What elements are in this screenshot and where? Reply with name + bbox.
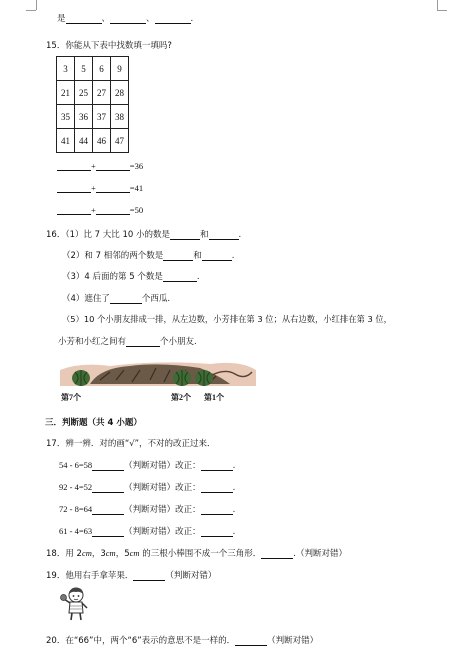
q19-line	[46, 569, 216, 581]
grid-cell: 46	[93, 129, 111, 153]
grid-cell: 9	[111, 57, 129, 81]
q14-blank-1[interactable]	[66, 14, 102, 24]
q17-judge-text: （判断对错）改正：	[124, 505, 201, 515]
section-3-title: 三．判断题（共 4 小题）	[45, 418, 142, 428]
q19-text: 19．他用右手拿苹果．	[46, 571, 134, 581]
grid-cell: 36	[75, 105, 93, 129]
q17-judge-text: （判断对错）改正：	[124, 483, 201, 493]
unit-cm: cm	[81, 548, 92, 558]
q17-equation: 92 - 4=52	[59, 482, 93, 492]
boy-body	[69, 602, 83, 613]
number-grid	[56, 56, 129, 153]
q18-judge: .（判断对错）	[293, 549, 347, 559]
q17-equation: 61 - 4=63	[59, 526, 93, 536]
q17-row	[59, 481, 235, 493]
q20-text: 20．在“66”中，两个“6”表示的意思不是一样的．	[46, 636, 236, 646]
corner-mark-left-h	[26, 10, 36, 11]
q16-p1-text: 16．（1）比 7 大比 10 小的数是	[46, 230, 171, 240]
q18-blank[interactable]	[261, 549, 293, 559]
corner-mark-right-h	[437, 10, 447, 11]
q15-eq2-result: =41	[129, 183, 144, 193]
q16-part-1	[46, 228, 241, 240]
grid-cell: 47	[111, 129, 129, 153]
q15-eq3-blank-a[interactable]	[57, 205, 91, 215]
q14-sep-1: 、	[101, 14, 111, 24]
q16-p4-blank[interactable]	[110, 294, 142, 304]
q20-blank[interactable]	[235, 636, 267, 646]
q15-eq1-blank-a[interactable]	[57, 161, 91, 171]
grid-row	[57, 81, 129, 105]
q17-judge-blank[interactable]	[92, 483, 124, 493]
corner-mark-right-v	[437, 0, 438, 10]
q16-part-5-line-2	[58, 335, 197, 347]
q17-correct-blank[interactable]	[201, 527, 233, 537]
q16-part-2	[62, 249, 234, 261]
q14-sep-2: 、	[146, 14, 155, 24]
q18-line	[46, 547, 347, 559]
q16-p5-end: 个小朋友.	[160, 337, 197, 347]
apple-icon	[61, 595, 67, 601]
unit-cm: cm	[129, 548, 140, 558]
grid-cell: 21	[57, 81, 75, 105]
q16-part-3	[62, 270, 200, 282]
q16-p3-end: .	[196, 272, 200, 282]
label-1st: 第1个	[204, 393, 224, 402]
q18-text-d: 的三根小棒围不成一个三角形．	[139, 549, 262, 559]
grid-cell: 27	[93, 81, 111, 105]
grid-row	[57, 129, 129, 153]
grid-cell: 35	[57, 105, 75, 129]
q15-eq3-result: =50	[129, 205, 144, 215]
q17-judge-blank[interactable]	[92, 527, 124, 537]
q16-p3-blank[interactable]	[163, 272, 197, 282]
q14-end: .	[190, 14, 194, 24]
q16-part-4	[62, 292, 170, 304]
boy-with-apple-illustration	[60, 586, 92, 622]
q17-judge-text: （判断对错）改正：	[124, 527, 201, 537]
q15-eq1-blank-b[interactable]	[96, 161, 130, 171]
q17-end: .	[232, 527, 236, 537]
grid-cell: 28	[111, 81, 129, 105]
plus-sign: +	[91, 205, 96, 215]
q17-equation: 54 - 6=58	[59, 460, 93, 470]
q16-p1-blank-2[interactable]	[209, 230, 239, 240]
label-2nd: 第2个	[171, 393, 191, 402]
q17-end: .	[232, 505, 236, 515]
plus-sign: +	[91, 183, 96, 193]
q16-p1-end: .	[238, 230, 242, 240]
grid-cell: 37	[93, 105, 111, 129]
q15-eq2-blank-a[interactable]	[57, 183, 91, 193]
grid-cell: 25	[75, 81, 93, 105]
grid-cell: 3	[57, 57, 75, 81]
q18-text-c: ，5	[115, 549, 130, 559]
q17-end: .	[232, 461, 236, 471]
q18-text-a: 18．用 2	[46, 549, 82, 559]
q14-tail-line	[57, 12, 193, 24]
q16-p4-end: 个西瓜.	[141, 294, 171, 304]
grid-cell: 6	[93, 57, 111, 81]
q16-p2-text: （2）和 7 相邻的两个数是	[62, 251, 164, 261]
q17-correct-blank[interactable]	[201, 505, 233, 515]
q14-prefix: 是	[57, 14, 66, 24]
q15-eq2-blank-b[interactable]	[96, 183, 130, 193]
boy-legs	[71, 613, 81, 620]
q16-p4-text: （4）遮住了	[62, 294, 110, 304]
unit-cm: cm	[105, 548, 116, 558]
q15-eq3-blank-b[interactable]	[96, 205, 130, 215]
q16-p5-text: 小芳和小红之间有	[58, 337, 127, 347]
boy-eye-left	[73, 595, 75, 597]
q15-title: 15．你能从下表中找数填一填吗?	[46, 41, 172, 51]
grid-cell: 41	[57, 129, 75, 153]
q17-correct-blank[interactable]	[201, 461, 233, 471]
plus-sign: +	[91, 161, 96, 171]
q17-judge-blank[interactable]	[92, 461, 124, 471]
q16-p1-and: 和	[200, 230, 209, 240]
q17-row	[59, 503, 235, 515]
q17-equation: 72 - 8=64	[59, 504, 93, 514]
q15-equation-2	[57, 183, 143, 193]
grid-row	[57, 57, 129, 81]
q20-line	[46, 634, 318, 646]
q14-blank-2[interactable]	[110, 14, 146, 24]
q16-part-5: （5）10 个小朋友排成一排，从左边数，小芳排在第 3 位；从右边数，小红排在第 3 位，	[62, 314, 392, 324]
q14-blank-3[interactable]	[155, 14, 191, 24]
q16-p2-and: 和	[193, 251, 202, 261]
q17-title: 17．辨一辨．对的画“√”，不对的改正过来．	[46, 439, 216, 449]
grid-cell: 44	[75, 129, 93, 153]
corner-mark-left-v	[36, 0, 37, 10]
grid-cell: 5	[75, 57, 93, 81]
grid-cell: 38	[111, 105, 129, 129]
q17-judge-blank[interactable]	[92, 505, 124, 515]
q16-p3-text: （3）4 后面的第 5 个数是	[62, 272, 163, 282]
q15-eq1-result: =36	[129, 161, 144, 171]
q18-text-b: ，3	[91, 549, 106, 559]
q16-p2-blank-1[interactable]	[163, 251, 193, 261]
q17-row	[59, 459, 235, 471]
q16-p2-end: .	[231, 251, 235, 261]
q16-p1-blank-1[interactable]	[170, 230, 200, 240]
q19-judge: （判断对错）	[165, 571, 217, 581]
q16-p5-blank[interactable]	[126, 337, 160, 347]
watermelon-illustration	[60, 356, 256, 390]
q15-equation-3	[57, 205, 143, 215]
label-7th: 第7个	[61, 393, 81, 402]
q17-row	[59, 525, 235, 537]
q16-p2-blank-2[interactable]	[202, 251, 232, 261]
grid-row	[57, 105, 129, 129]
boy-eye-right	[78, 595, 80, 597]
q17-judge-text: （判断对错）改正：	[124, 461, 201, 471]
q19-blank[interactable]	[133, 571, 165, 581]
q20-judge: （判断对错）	[267, 636, 319, 646]
q15-equation-1	[57, 161, 143, 171]
q17-correct-blank[interactable]	[201, 483, 233, 493]
q17-end: .	[232, 483, 236, 493]
